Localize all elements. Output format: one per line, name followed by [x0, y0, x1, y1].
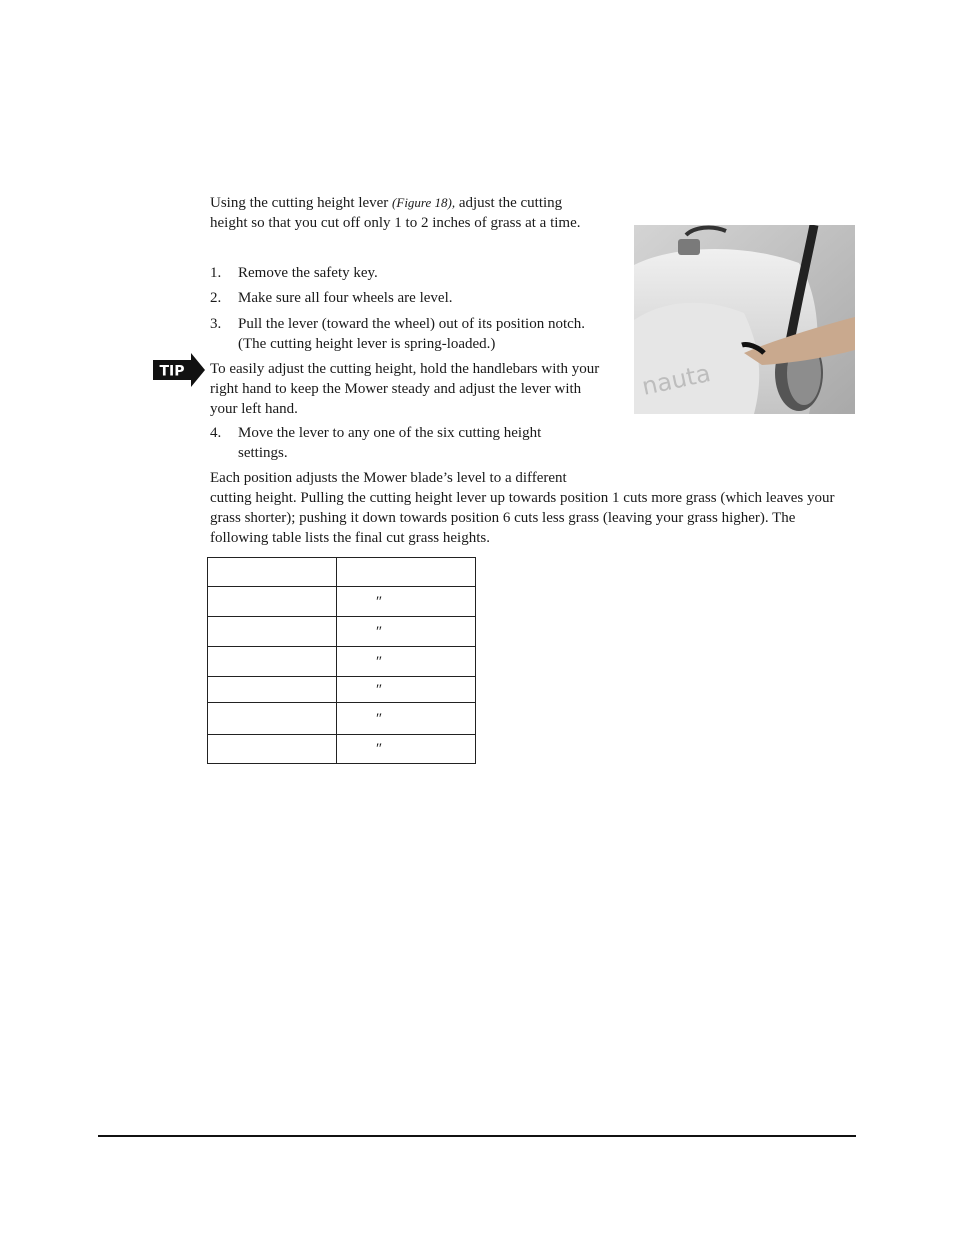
step-text: Move the lever to any one of the six cutting height settings. [238, 425, 542, 461]
tip-badge-label: TIP [159, 363, 185, 380]
table-cell-position [208, 703, 337, 735]
table-header-row [208, 558, 476, 587]
table-header-cell [208, 558, 337, 587]
paragraph-continuation: cutting height. Pulling the cutting height lever up towards position 1 cuts more grass (which leaves your grass shorter); pushing it down towards position 6 cuts less grass (leaving your grass higher). The following table lists the final cut grass heights. [210, 490, 835, 546]
table-cell-height: ″ [337, 647, 476, 677]
table-row [208, 703, 476, 735]
table-row [208, 735, 476, 764]
mower-lever-photo [634, 225, 855, 414]
step-1 [210, 263, 590, 283]
table-cell-height: ″ [337, 735, 476, 764]
tip-arrow-icon [153, 353, 205, 387]
table-row [208, 587, 476, 617]
svg-text:nauta: nauta [639, 359, 713, 401]
table-cell-position [208, 617, 337, 647]
table-cell-height: ″ [337, 617, 476, 647]
table-header-cell [337, 558, 476, 587]
footer-rule [98, 1135, 856, 1137]
step-number: 3. [210, 316, 222, 332]
step-3 [210, 314, 590, 354]
table-row [208, 677, 476, 703]
table-cell-position [208, 677, 337, 703]
step-text: Pull the lever (toward the wheel) out of its position notch. (The cutting height lever is spring-loaded.) [238, 316, 586, 352]
intro-text-start: Using the cutting height lever [210, 195, 393, 211]
table-cell-height: ″ [337, 587, 476, 617]
table-row [208, 647, 476, 677]
step-number: 2. [210, 290, 222, 306]
step-2 [210, 288, 590, 308]
step-number: 1. [210, 265, 222, 281]
step-4 [210, 423, 590, 463]
tip-text: To easily adjust the cutting height, hold the handlebars with your right hand to keep the Mower steady and adjust the lever with your left hand. [210, 361, 600, 417]
figure-reference: (Figure 18), [392, 195, 456, 210]
paragraph-first-line: Each position adjusts the Mower blade’s level to a different [210, 470, 567, 486]
table-cell-height: ″ [337, 703, 476, 735]
step-number: 4. [210, 425, 222, 441]
step-text: Make sure all four wheels are level. [238, 290, 453, 306]
table-row [208, 617, 476, 647]
table-cell-position [208, 587, 337, 617]
table-cell-position [208, 647, 337, 677]
intro-paragraph [210, 193, 600, 233]
table-cell-height: ″ [337, 677, 476, 703]
table-cell-position [208, 735, 337, 764]
intro-text-end: adjust the cutting height so that you cut off only 1 to 2 inches of grass at a time. [210, 195, 581, 231]
step-text: Remove the safety key. [238, 265, 378, 281]
cutting-height-table [207, 557, 476, 764]
